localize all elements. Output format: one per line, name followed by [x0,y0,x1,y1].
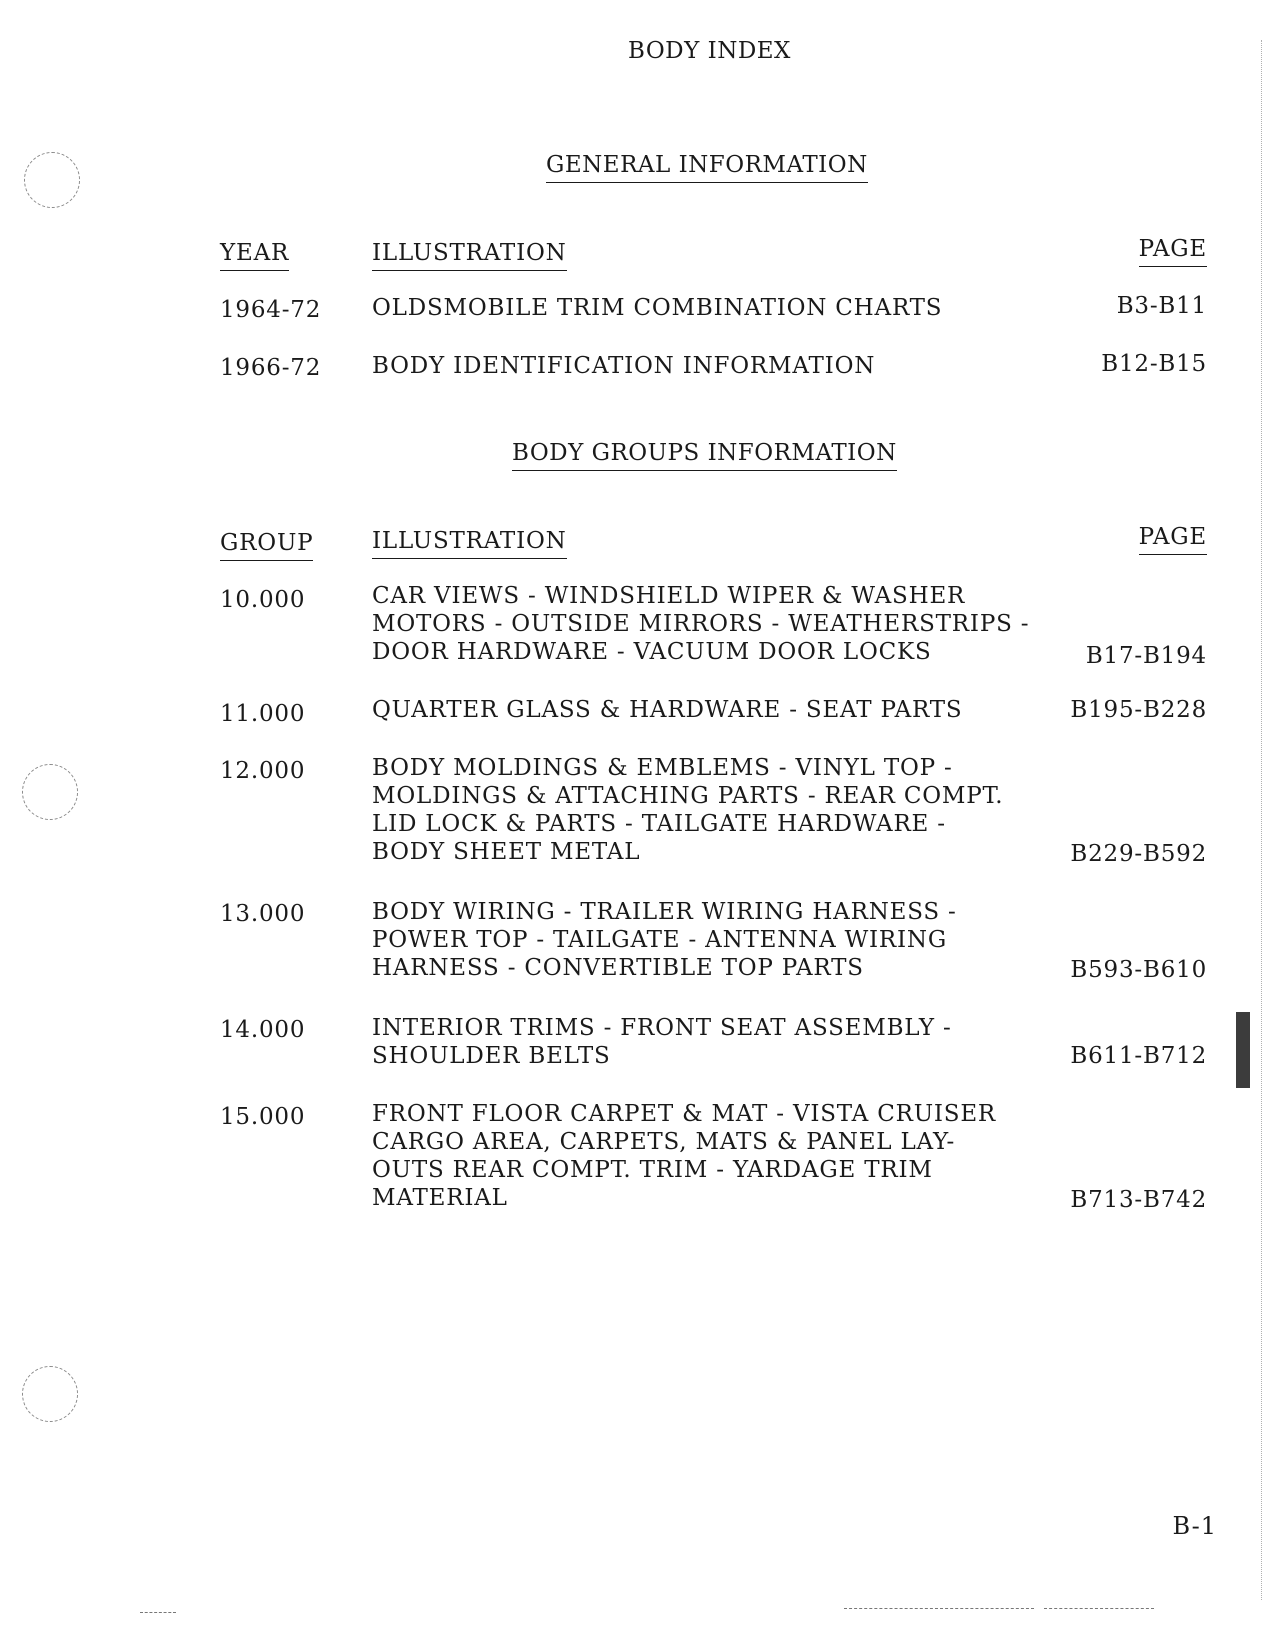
row-illustration: CAR VIEWS - WINDSHIELD WIPER & WASHER MOTORS - OUTSIDE MIRRORS - WEATHERSTRIPS - DOOR HARDWARE - VACUUM DOOR LOCKS [372,583,1030,665]
row-page: B611-B712 [1070,1043,1207,1069]
page-number: B-1 [1172,1512,1217,1540]
row-group: 10.000 [220,587,306,613]
row-illustration: BODY MOLDINGS & EMBLEMS - VINYL TOP - MOLDINGS & ATTACHING PARTS - REAR COMPT. LID LOCK & PARTS - TAILGATE HARDWARE - BODY SHEET METAL [372,755,1004,865]
row-page: B12-B15 [1101,351,1207,377]
illustration-header: ILLUSTRATION [372,528,567,559]
row-page: B17-B194 [1085,643,1207,669]
row-page: B713-B742 [1070,1187,1207,1213]
year-header: YEAR [220,240,289,271]
row-page: B229-B592 [1070,841,1207,867]
binder-hole-middle [22,764,78,820]
row-page: B593-B610 [1070,957,1207,983]
body-groups-information-title: BODY GROUPS INFORMATION [512,440,897,471]
row-group: 14.000 [220,1017,306,1043]
row-year: 1964-72 [220,297,322,323]
row-illustration: QUARTER GLASS & HARDWARE - SEAT PARTS [372,697,963,723]
row-group: 15.000 [220,1104,306,1130]
binder-hole-bottom [22,1366,78,1422]
index-tab-mark [1236,1012,1250,1088]
row-year: 1966-72 [220,355,322,381]
row-illustration: BODY IDENTIFICATION INFORMATION [372,353,876,379]
page-header: PAGE [1139,524,1207,555]
footer-dashed-line [844,1608,1034,1609]
row-illustration: BODY WIRING - TRAILER WIRING HARNESS - POWER TOP - TAILGATE - ANTENNA WIRING HARNESS - CONVERTIBLE TOP PARTS [372,899,957,981]
group-header: GROUP [220,530,313,561]
row-illustration: INTERIOR TRIMS - FRONT SEAT ASSEMBLY - SHOULDER BELTS [372,1015,952,1069]
illustration-header: ILLUSTRATION [372,240,567,271]
binder-hole-top [24,152,80,208]
row-group: 11.000 [220,701,306,727]
general-information-title: GENERAL INFORMATION [546,152,868,183]
row-illustration: OLDSMOBILE TRIM COMBINATION CHARTS [372,295,943,321]
page-title: BODY INDEX [628,38,791,64]
page-header: PAGE [1139,236,1207,267]
footer-dashed-line [1044,1608,1154,1609]
page-edge-line [1261,40,1263,1600]
row-page: B3-B11 [1116,293,1207,319]
row-illustration: FRONT FLOOR CARPET & MAT - VISTA CRUISER CARGO AREA, CARPETS, MATS & PANEL LAY- OUTS REAR COMPT. TRIM - YARDAGE TRIM MATERIAL [372,1101,997,1211]
row-page: B195-B228 [1070,697,1207,723]
footer-dashed-line [140,1612,176,1613]
row-group: 12.000 [220,758,306,784]
row-group: 13.000 [220,901,306,927]
